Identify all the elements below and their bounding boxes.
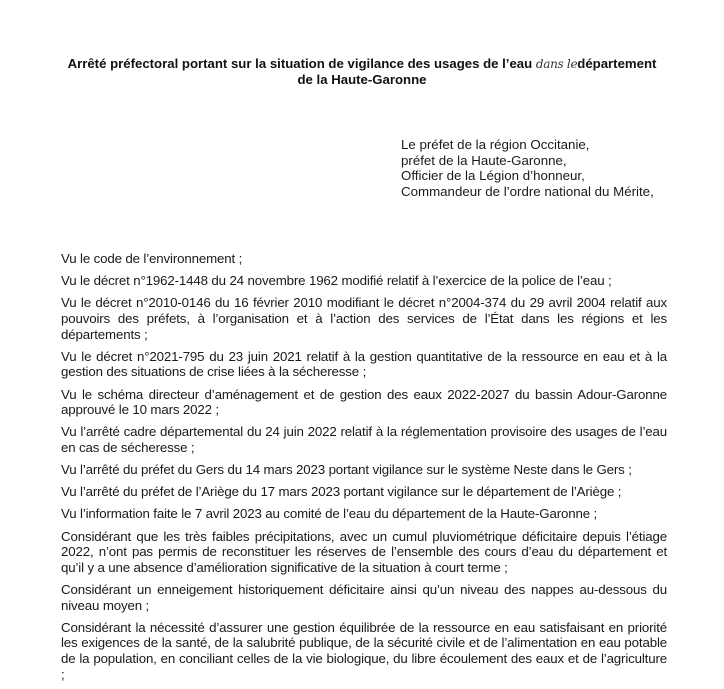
visa-paragraph: Vu l’arrêté du préfet du Gers du 14 mars 2023 portant vigilance sur le système Neste dans le Gers ; — [61, 462, 632, 478]
visa-paragraph: Vu l’arrêté du préfet de l’Ariège du 17 mars 2023 portant vigilance sur le département de l’Ariège ; — [61, 484, 622, 500]
prefet-line: Officier de la Légion d’honneur, — [401, 168, 585, 184]
document-body — [61, 251, 667, 689]
prefet-line: Le préfet de la région Occitanie, — [401, 137, 590, 152]
title-line-1 — [40, 56, 684, 72]
considerant-paragraph: Considérant la nécessité d’assurer une gestion équilibrée de la ressource en eau satisfaisant en priorité les exigences de la santé, de la salubrité publique, de la sécurité civile et de l’alimentation en eau potable de la population, en conciliant celles de la vie biologique, du libre écoulement des eaux et de l’agriculture ; — [61, 619, 667, 682]
considerant-paragraph: Considérant que les très faibles précipitations, avec un cumul pluviométrique déficitaire depuis l’étiage 2022, n’ont pas permis de reconstituer les réserves de l’ensemble des cours d’eau du département et qu’il y a une absence d’amélioration significative de la situation à court terme ; — [61, 528, 667, 575]
handwritten-correction: dans le — [535, 57, 578, 71]
visa-paragraph: Vu le décret n°2010-0146 du 16 février 2010 modifiant le décret n°2004-374 du 29 avril 2004 relatif aux pouvoirs des préfets, à l’organisation et à l’action des services de l’État dans les régions et les départements ; — [61, 295, 667, 342]
prefet-line: préfet de la Haute-Garonne, — [401, 152, 567, 168]
title-text-part2: département — [577, 56, 657, 71]
prefet-block — [401, 137, 654, 199]
document-title — [40, 56, 684, 88]
title-text-part1: Arrêté préfectoral portant sur la situation de vigilance des usages de l’eau — [67, 56, 536, 71]
considerant-paragraph: Considérant un enneigement historiquement déficitaire ainsi qu’un niveau des nappes au-dessous du niveau moyen ; — [61, 582, 667, 613]
visa-paragraph: Vu le code de l’environnement ; — [61, 251, 243, 266]
title-line-2: de la Haute-Garonne — [297, 72, 427, 87]
visa-paragraph: Vu le schéma directeur d’aménagement et de gestion des eaux 2022-2027 du bassin Adour-Garonne approuvé le 10 mars 2022 ; — [61, 386, 667, 418]
visa-paragraph: Vu l’information faite le 7 avril 2023 au comité de l’eau du département de la Haute-Garonne ; — [61, 506, 598, 522]
visa-paragraph: Vu l’arrêté cadre départemental du 24 juin 2022 relatif à la réglementation provisoire des usages de l’eau en cas de sécheresse ; — [61, 424, 667, 455]
visa-paragraph: Vu le décret n°2021-795 du 23 juin 2021 relatif à la gestion quantitative de la ressource en eau et à la gestion des situations de crise liées à la sécheresse ; — [61, 348, 667, 380]
visa-paragraph: Vu le décret n°1962-1448 du 24 novembre 1962 modifié relatif à l’exercice de la police de l’eau ; — [61, 273, 612, 289]
prefet-line: Commandeur de l’ordre national du Mérite, — [401, 183, 654, 199]
